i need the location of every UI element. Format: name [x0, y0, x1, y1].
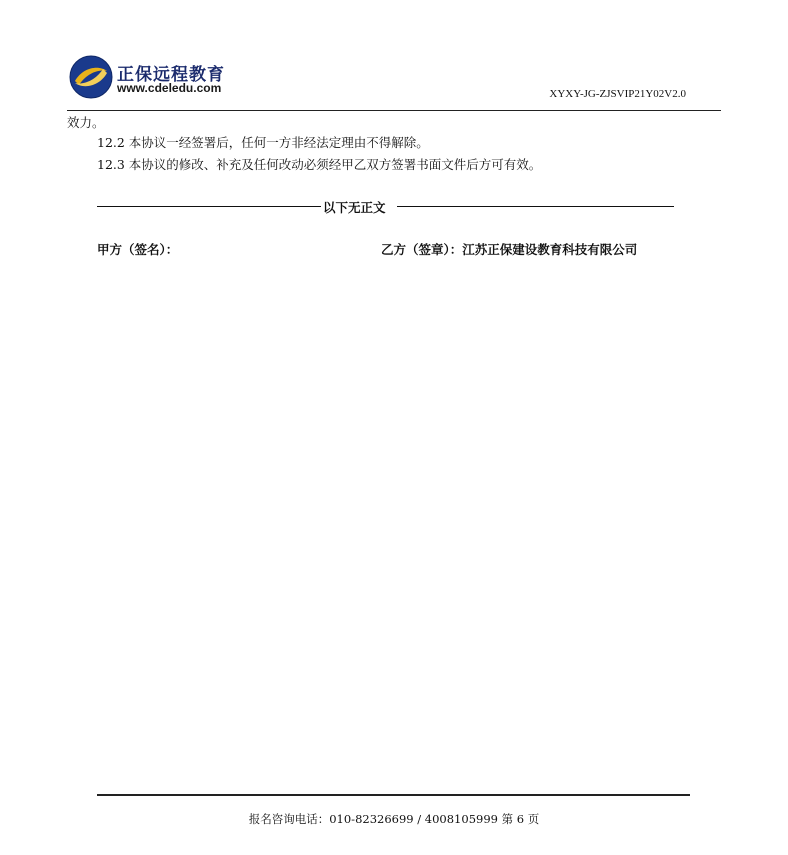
end-marker-label: 以下无正文: [323, 200, 386, 215]
paragraph-continuation: 效力。: [67, 115, 105, 130]
end-marker-rule-left: [97, 206, 321, 207]
footer-divider: [97, 794, 690, 796]
clause-12-3: 12.3 本协议的修改、补充及任何改动必须经甲乙双方签署书面文件后方可有效。: [97, 157, 542, 172]
brand-name: 正保远程教育: [117, 65, 225, 85]
party-b-signature: 乙方（签章）：江苏正保建设教育科技有限公司: [381, 242, 638, 257]
end-of-text-marker: [97, 198, 674, 214]
clause-12-2: 12.2 本协议一经签署后，任何一方非经法定理由不得解除。: [97, 135, 429, 150]
document-code: XYXY-JG-ZJSVIP21Y02V2.0: [549, 88, 686, 100]
header-divider: [67, 110, 721, 111]
footer-contact: 报名咨询电话：010-82326699 / 4008105999 第 6 页: [248, 812, 540, 826]
brand-url: www.cdeledu.com: [117, 81, 222, 95]
cdel-logo-icon: [69, 55, 113, 99]
party-a-signature: 甲方（签名）：: [97, 242, 179, 257]
end-marker-rule-right: [397, 206, 674, 207]
